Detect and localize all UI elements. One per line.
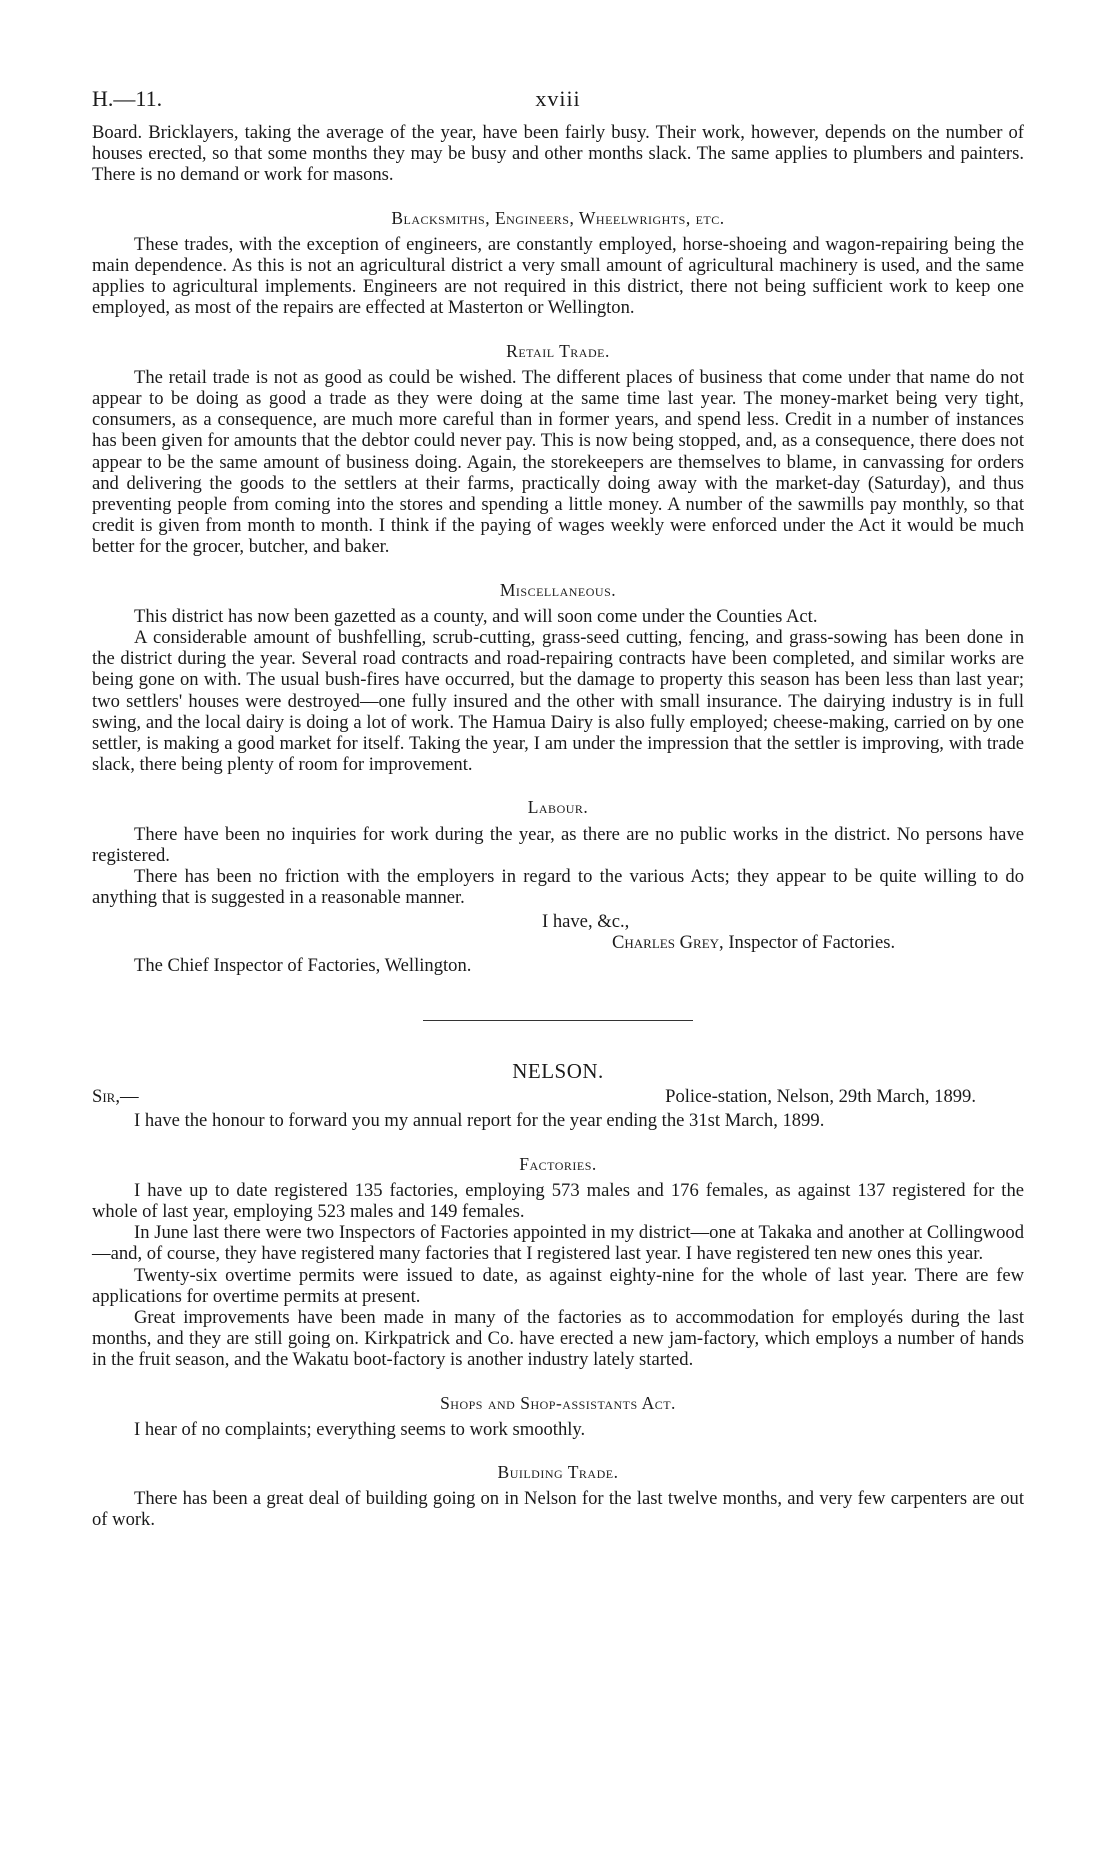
- page-folio: xviii: [535, 86, 581, 111]
- paragraph: This district has now been gazetted as a county, and will soon come under the Counties Act.: [134, 605, 818, 627]
- section-heading-building-trade: Building Trade.: [497, 1461, 619, 1482]
- paragraph: I have up to date registered 135 factories, employing 573 males and 176 females, as against 137 registered for the whole of last year, employing 523 males and 149 females.: [92, 1179, 1024, 1222]
- section-heading-miscellaneous: Miscellaneous.: [499, 579, 617, 600]
- paragraph: A considerable amount of bushfelling, scrub-cutting, grass-seed cutting, fencing, and grass-sowing has been done in the district during the year. Several road contracts and road-repairing contracts have been completed, and similar works are being gone on with. The usual bush-fires have occurred, but the damage to property this season has been less than last year; two settlers' houses were destroyed—one fully insured and the other with small insurance. The dairying industry is in full swing, and the local dairy is doing a lot of work. The Hamua Dairy is also fully employed; cheese-making, carried on by one settler, is making a good market for itself. Taking the year, I am under the impression that the settler is improving, with trade slack, there being plenty of room for improvement.: [92, 627, 1024, 776]
- section-heading-blacksmiths: Blacksmiths, Engineers, Wheelwrights, etc.: [391, 207, 725, 228]
- section-divider-rule: [423, 1020, 693, 1021]
- salutation: Sir,—: [92, 1086, 139, 1108]
- paragraph: I hear of no complaints; everything seems to work smoothly.: [134, 1418, 586, 1440]
- continued-paragraph: Board. Bricklayers, taking the average of the year, have been fairly busy. Their work, however, depends on the number of houses erected, so that some months they may be busy and other months slack. The same applies to plumbers and painters. There is no demand or work for masons.: [92, 122, 1024, 186]
- section-heading-retail-trade: Retail Trade.: [506, 340, 610, 361]
- paragraph: There has been a great deal of building going on in Nelson for the last twelve months, and very few carpenters are out of work.: [92, 1488, 1024, 1531]
- signature-line: [92, 932, 1024, 953]
- paragraph: Great improvements have been made in many of the factories as to accommodation for employés during the last months, and they are still going on. Kirkpatrick and Co. have erected a new jam-factory, which employs a number of hands in the fruit season, and the Wakatu boot-factory is another industry lately started.: [92, 1306, 1024, 1371]
- closing-line: I have, &c.,: [542, 910, 630, 932]
- signature-title: , Inspector of Factories.: [719, 931, 896, 953]
- opening-paragraph: I have the honour to forward you my annual report for the year ending the 31st March, 1899.: [134, 1110, 825, 1132]
- salutation-row: [92, 1086, 1024, 1108]
- section-heading-labour: Labour.: [527, 797, 589, 818]
- running-head: [92, 88, 1024, 122]
- paragraph: There have been no inquiries for work during the year, as there are no public works in the district. No persons have registered.: [92, 823, 1024, 866]
- signoff-block: [92, 911, 1024, 977]
- signature-name: Charles Grey: [612, 931, 720, 953]
- paragraph: There has been no friction with the employers in regard to the various Acts; they appear to be quite willing to do anything that is suggested in a reasonable manner.: [92, 866, 1024, 909]
- paragraph: In June last there were two Inspectors of Factories appointed in my district—one at Takaka and another at Collingwood—and, of course, they have registered many factories that I registered last year. I have registered ten new ones this year.: [92, 1222, 1024, 1265]
- sender-address: Police-station, Nelson, 29th March, 1899.: [665, 1086, 976, 1108]
- addressee: The Chief Inspector of Factories, Wellington.: [134, 954, 472, 976]
- paragraph: These trades, with the exception of engineers, are constantly employed, horse-shoeing and wagon-repairing being the main dependence. As this is not an agricultural district a very small amount of agricultural machinery is used, and the same applies to agricultural implements. Engineers are not required in this district, there not being sufficient work to keep one employed, as most of the repairs are effected at Masterton or Wellington.: [92, 233, 1024, 319]
- report-title-nelson: NELSON.: [512, 1059, 604, 1084]
- paragraph: The retail trade is not as good as could be wished. The different places of business that come under that name do not appear to be doing as good a trade as they were doing at the same time last year. The money-market being very tight, consumers, as a consequence, are much more careful than in former years, and spend less. Credit in a number of instances has been given for amounts that the debtor could never pay. This is now being stopped, and, as a consequence, there does not appear to be the same amount of business doing. Again, the storekeepers are themselves to blame, in canvassing for orders and delivering the goods to the settlers at their farms, practically doing away with the market-day (Saturday), and thus preventing people from coming into the stores and spending a little money. A number of the sawmills pay monthly, so that credit is given from month to month. I think if the paying of wages weekly were enforced under the Act it would be much better for the grocer, butcher, and baker.: [92, 366, 1024, 558]
- section-heading-shops-act: Shops and Shop-assistants Act.: [440, 1392, 676, 1413]
- paragraph: Twenty-six overtime permits were issued to date, as against eighty-nine for the whole of last year. There are few applications for overtime permits at present.: [92, 1264, 1024, 1307]
- page-reference: H.—11.: [92, 86, 163, 111]
- section-heading-factories: Factories.: [519, 1153, 597, 1174]
